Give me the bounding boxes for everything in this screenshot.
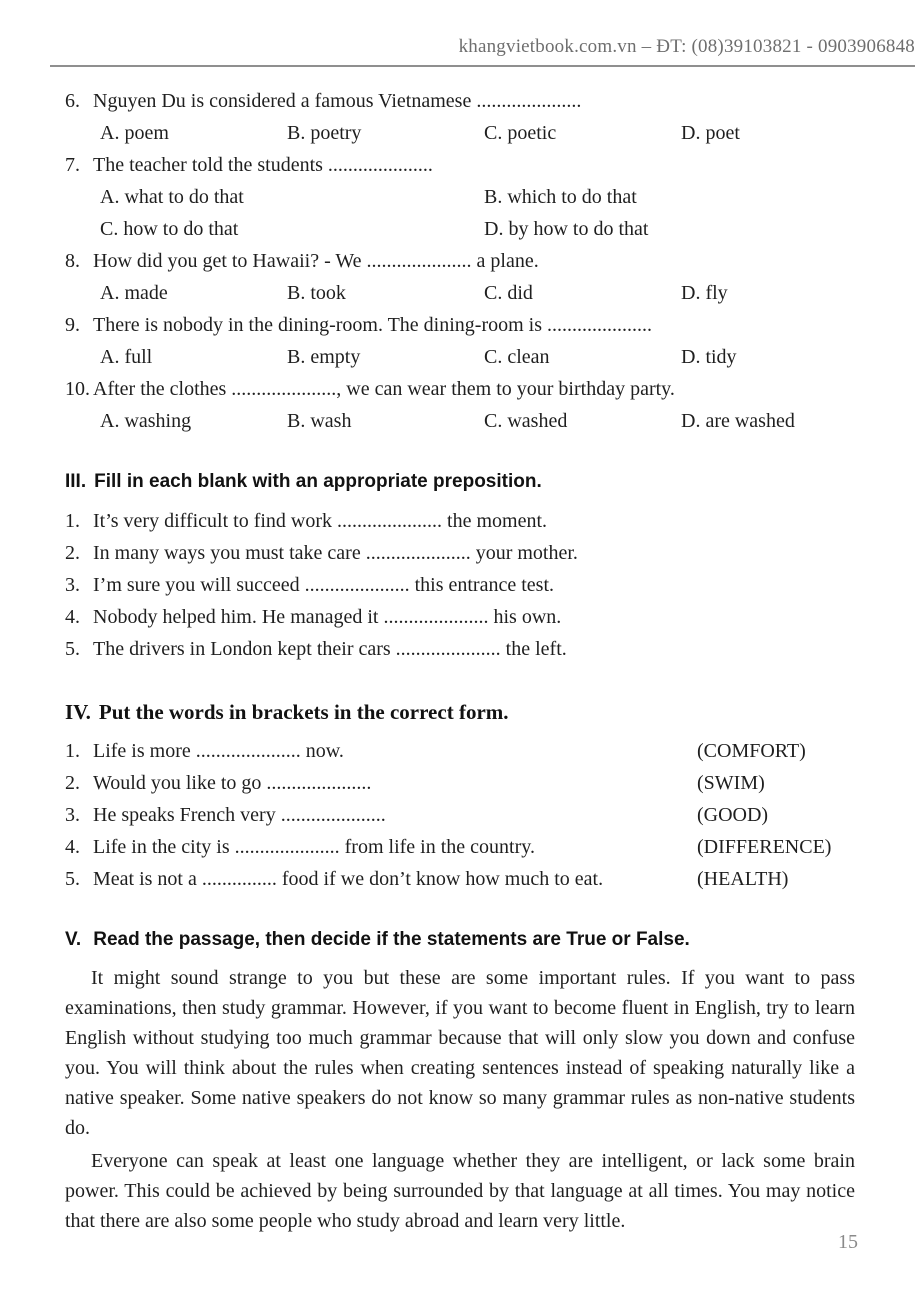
- option-d: D. are washed: [681, 410, 795, 432]
- question-stem: [65, 245, 855, 277]
- option-b: B. poetry: [287, 122, 362, 144]
- option-d: D. fly: [681, 282, 728, 304]
- list-item: [65, 601, 855, 633]
- question-stem: [65, 309, 855, 341]
- question-text: After the clothes ....................., we can wear them to your birthday party.: [93, 378, 675, 400]
- reading-passage: [65, 963, 855, 1236]
- section-number: III.: [65, 471, 87, 492]
- section-v: [65, 924, 855, 1236]
- mc-question-7: [65, 149, 855, 245]
- bracket-word: (COMFORT): [697, 740, 806, 762]
- question-number: 7.: [65, 154, 80, 176]
- options-row: [65, 277, 855, 309]
- option-a: A. washing: [100, 410, 192, 432]
- section-title: Read the passage, then decide if the statements are True or False.: [93, 929, 690, 950]
- option-d: D. by how to do that: [484, 218, 649, 240]
- item-number: 4.: [65, 836, 80, 858]
- options-row: [65, 405, 855, 437]
- bracket-word: (DIFFERENCE): [697, 836, 832, 858]
- list-item: [65, 505, 855, 537]
- bracket-word: (GOOD): [697, 804, 769, 826]
- list-item: [65, 735, 855, 767]
- item-number: 2.: [65, 542, 80, 564]
- option-a: A. what to do that: [100, 186, 244, 208]
- item-number: 4.: [65, 606, 80, 628]
- mc-question-10: [65, 373, 855, 437]
- item-number: 3.: [65, 804, 80, 826]
- option-a: A. poem: [100, 122, 169, 144]
- page-header: [50, 36, 915, 67]
- question-number: 6.: [65, 90, 80, 112]
- list-item: [65, 799, 855, 831]
- mc-question-9: [65, 309, 855, 373]
- list-item: [65, 569, 855, 601]
- item-text: He speaks French very .....................: [93, 804, 386, 826]
- section-iv: [65, 696, 855, 895]
- page-number: 15: [838, 1231, 858, 1253]
- list-item: [65, 537, 855, 569]
- options-row: [65, 117, 855, 149]
- option-d: D. tidy: [681, 346, 737, 368]
- page-content: [65, 85, 855, 1236]
- section-iii: [65, 466, 855, 665]
- item-text: In many ways you must take care ..................... your mother.: [93, 542, 578, 564]
- option-d: D. poet: [681, 122, 740, 144]
- item-number: 1.: [65, 510, 80, 532]
- item-text: Would you like to go .....................: [93, 772, 372, 794]
- section-number: V.: [65, 929, 82, 950]
- option-b: B. took: [287, 282, 346, 304]
- options-row: [65, 341, 855, 373]
- header-publisher-contact: khangvietbook.com.vn – ĐT: (08)39103821 - 0903906848: [458, 36, 915, 57]
- option-c: C. did: [484, 282, 533, 304]
- list-item: [65, 767, 855, 799]
- bracket-word: (SWIM): [697, 772, 765, 794]
- section-title: Fill in each blank with an appropriate preposition.: [94, 471, 542, 492]
- question-number: 8.: [65, 250, 80, 272]
- question-stem: [65, 373, 855, 405]
- item-number: 5.: [65, 868, 80, 890]
- option-b: B. empty: [287, 346, 361, 368]
- passage-paragraph: It might sound strange to you but these are some important rules. If you want to pass examinations, then study grammar. However, if you want to become fluent in English, try to learn English without studying too much grammar because that will only slow you down and confuse you. You will think about the rules when creating sentences instead of speaking naturally like a native speaker. Some native speakers do not know so many grammar rules as non-native students do.: [65, 967, 855, 1139]
- question-stem: [65, 149, 855, 181]
- question-text: Nguyen Du is considered a famous Vietnamese .....................: [93, 90, 582, 112]
- section-title: Put the words in brackets in the correct form.: [98, 700, 509, 724]
- item-text: Nobody helped him. He managed it ..................... his own.: [93, 606, 562, 628]
- item-text: Life is more ..................... now.: [93, 740, 344, 762]
- option-c: C. washed: [484, 410, 568, 432]
- option-c: C. clean: [484, 346, 550, 368]
- question-text: There is nobody in the dining-room. The dining-room is .....................: [93, 314, 653, 336]
- item-text: It’s very difficult to find work ..................... the moment.: [93, 510, 548, 532]
- mc-question-8: [65, 245, 855, 309]
- option-c: C. how to do that: [100, 218, 239, 240]
- item-number: 3.: [65, 574, 80, 596]
- list-item: [65, 633, 855, 665]
- item-text: Life in the city is ..................... from life in the country.: [93, 836, 535, 858]
- item-text: I’m sure you will succeed ..................... this entrance test.: [93, 574, 554, 596]
- section-v-heading: [65, 924, 855, 956]
- item-number: 5.: [65, 638, 80, 660]
- option-c: C. poetic: [484, 122, 557, 144]
- section-number: IV.: [65, 700, 91, 724]
- option-a: A. full: [100, 346, 153, 368]
- options-grid: [65, 181, 855, 245]
- bracket-word: (HEALTH): [697, 868, 789, 890]
- question-text: The teacher told the students .....................: [93, 154, 433, 176]
- mc-question-6: [65, 85, 855, 149]
- option-b: B. which to do that: [484, 186, 637, 208]
- item-text: The drivers in London kept their cars ..................... the left.: [93, 638, 567, 660]
- item-number: 2.: [65, 772, 80, 794]
- list-item: [65, 863, 855, 895]
- question-text: How did you get to Hawaii? - We ..................... a plane.: [93, 250, 539, 272]
- question-number: 9.: [65, 314, 80, 336]
- passage-paragraph: Everyone can speak at least one language whether they are intelligent, or lack some brain power. This could be achieved by being surrounded by that language at all times. You may notice that there are also some people who study abroad and learn very little.: [65, 1150, 855, 1232]
- item-text: Meat is not a ............... food if we don’t know how much to eat.: [93, 868, 604, 890]
- option-b: B. wash: [287, 410, 352, 432]
- item-number: 1.: [65, 740, 80, 762]
- question-stem: [65, 85, 855, 117]
- list-item: [65, 831, 855, 863]
- question-number: 10.: [65, 378, 90, 400]
- section-iv-heading: [65, 696, 855, 728]
- section-iii-heading: [65, 466, 855, 498]
- option-a: A. made: [100, 282, 168, 304]
